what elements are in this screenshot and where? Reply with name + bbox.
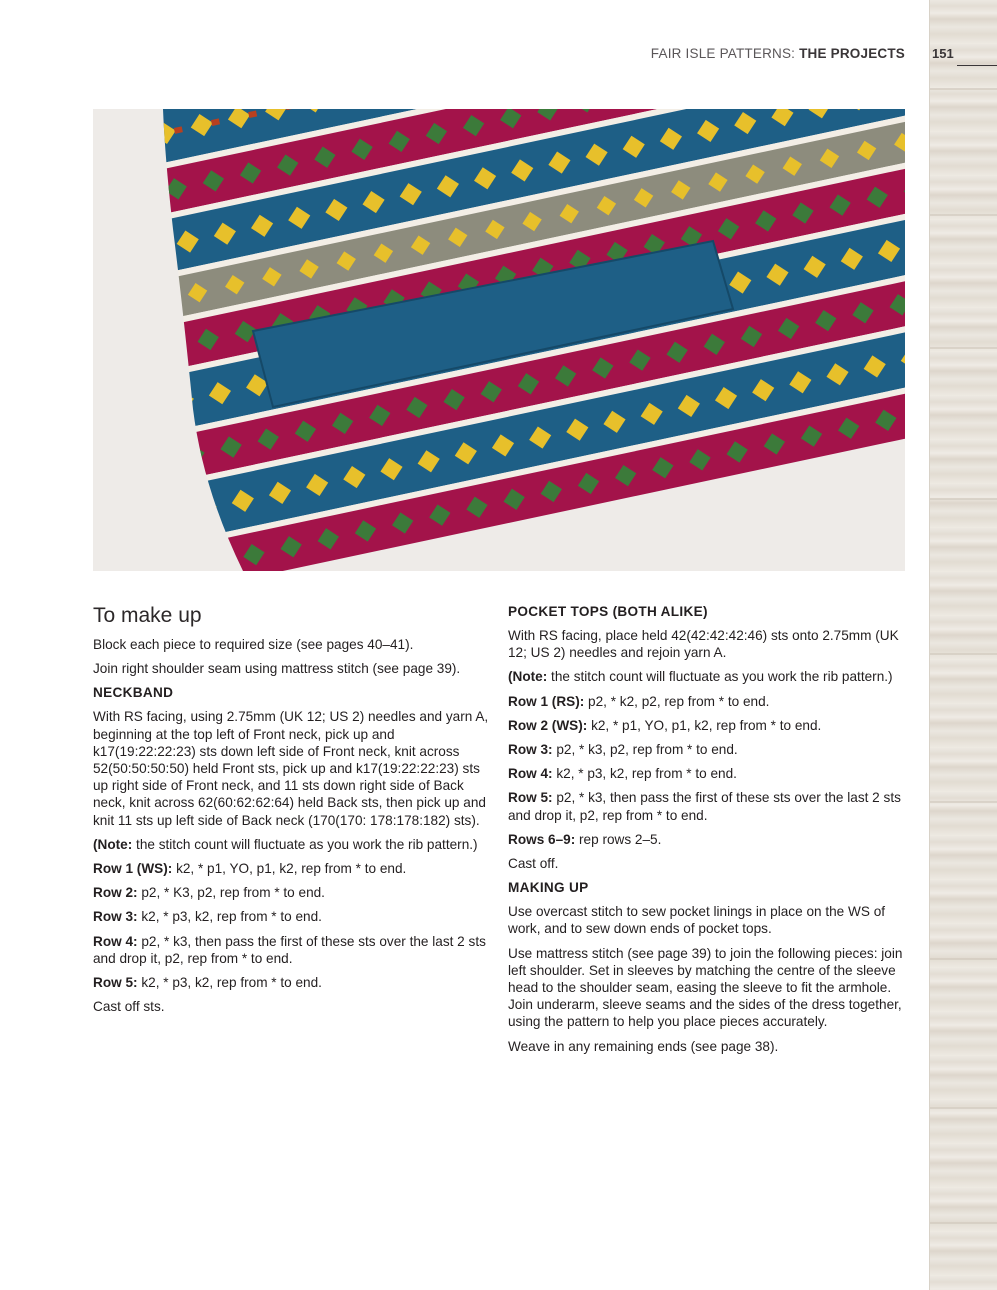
section-title: To make up [93, 604, 202, 627]
row-label: Row 5: [508, 790, 553, 806]
row-label: Row 3: [93, 909, 138, 925]
left-column [93, 603, 493, 1022]
running-header-light: FAIR ISLE PATTERNS: [650, 46, 800, 61]
making-up-heading: MAKING UP [508, 880, 589, 896]
note-text: the stitch count will fluctuate as you work the rib pattern.) [547, 669, 893, 685]
row-text: rep rows 2–5. [575, 831, 662, 847]
row-instruction [508, 717, 908, 734]
row-label: Row 4: [93, 933, 138, 949]
row-instruction [93, 860, 493, 877]
row-text: k2, * p3, k2, rep from * to end. [137, 909, 322, 925]
right-column [508, 603, 908, 1062]
row-instruction [93, 933, 493, 967]
row-text: k2, * p1, YO, p1, k2, rep from * to end. [172, 861, 407, 877]
row-text: k2, * p3, k2, rep from * to end. [552, 766, 737, 782]
note-text: the stitch count will fluctuate as you work the rib pattern.) [132, 836, 478, 852]
row-instruction [508, 789, 908, 823]
pocket-tops-heading: POCKET TOPS (BOTH ALIKE) [508, 604, 708, 619]
paragraph-join-shoulder: Join right shoulder seam using mattress stitch (see page 39). [93, 661, 461, 677]
wood-grain [930, 653, 997, 655]
note-label: (Note: [508, 669, 548, 685]
wood-grain [930, 88, 997, 90]
making-up-paragraph: Weave in any remaining ends (see page 38). [508, 1038, 779, 1054]
row-instruction [93, 908, 493, 925]
cast-off-instruction: Cast off. [508, 856, 559, 872]
row-label: Row 2 (WS): [508, 717, 588, 733]
row-instruction [508, 741, 908, 758]
wood-background-strip [929, 0, 997, 1290]
row-text: k2, * p1, YO, p1, k2, rep from * to end. [587, 717, 822, 733]
page-number: 151 [932, 46, 954, 61]
row-instruction [508, 693, 908, 710]
row-label: Row 1 (RS): [508, 693, 585, 709]
neckband-instructions: With RS facing, using 2.75mm (UK 12; US 2) needles and yarn A, beginning at the top left of Front neck, pick up and k17(19:22:22:23) sts down left side of Front neck, knit across 52(50:50:50:50) held Front sts, pick up and k17(19:22:22:23) sts up right side of Front neck, and 11 sts down right side of Back neck, knit across 62(60:62:62:64) held Back sts, then pick up and knit 11 sts up left side of Back neck (170(170: 178:178:182) sts). [93, 709, 489, 828]
row-text: p2, * K3, p2, rep from * to end. [137, 885, 325, 901]
row-instruction [508, 831, 908, 848]
note-label: (Note: [93, 836, 133, 852]
fair-isle-fabric-illustration [93, 109, 905, 571]
wood-grain [930, 958, 997, 960]
row-label: Row 4: [508, 766, 553, 782]
row-label: Rows 6–9: [508, 831, 576, 847]
wood-grain [930, 214, 997, 216]
cast-off-instruction: Cast off sts. [93, 999, 165, 1015]
page-number-rule [957, 65, 997, 66]
row-label: Row 5: [93, 975, 138, 991]
wood-grain [930, 347, 997, 349]
row-label: Row 1 (WS): [93, 861, 173, 877]
making-up-paragraph: Use mattress stitch (see page 39) to join the following pieces: join left shoulder. Set in sleeves by matching the centre of the sleeve head to the shoulder seam, easing the sleeve to fit the armhole. Join underarm, sleeve seams and the sides of the dress together, using the pattern to help you place pieces accurately. [508, 945, 903, 1030]
paragraph-block-pieces: Block each piece to required size (see pages 40–41). [93, 637, 414, 652]
row-text: p2, * k3, then pass the first of these sts over the last 2 sts and drop it, p2, rep from * to end. [93, 933, 486, 966]
wood-grain [930, 498, 997, 500]
row-text: p2, * k3, then pass the first of these sts over the last 2 sts and drop it, p2, rep from * to end. [508, 790, 901, 823]
knitting-photo [93, 109, 905, 571]
wood-grain [930, 801, 997, 803]
row-label: Row 3: [508, 742, 553, 758]
running-header-bold: THE PROJECTS [799, 46, 905, 61]
row-instruction [508, 765, 908, 782]
wood-grain [930, 1222, 997, 1224]
row-text: k2, * p3, k2, rep from * to end. [137, 975, 322, 991]
row-instruction [93, 974, 493, 991]
row-text: p2, * k3, p2, rep from * to end. [552, 742, 738, 758]
pocket-note [508, 668, 908, 685]
neckband-heading: NECKBAND [93, 685, 174, 701]
running-header [651, 46, 905, 61]
pocket-tops-instructions: With RS facing, place held 42(42:42:42:46) sts onto 2.75mm (UK 12; US 2) needles and rejoin yarn A. [508, 628, 899, 661]
row-instruction [93, 884, 493, 901]
making-up-paragraph: Use overcast stitch to sew pocket linings in place on the WS of work, and to sew down ends of pocket tops. [508, 904, 886, 937]
row-text: p2, * k2, p2, rep from * to end. [584, 693, 770, 709]
neckband-note [93, 836, 493, 853]
row-label: Row 2: [93, 885, 138, 901]
wood-grain [930, 1107, 997, 1109]
